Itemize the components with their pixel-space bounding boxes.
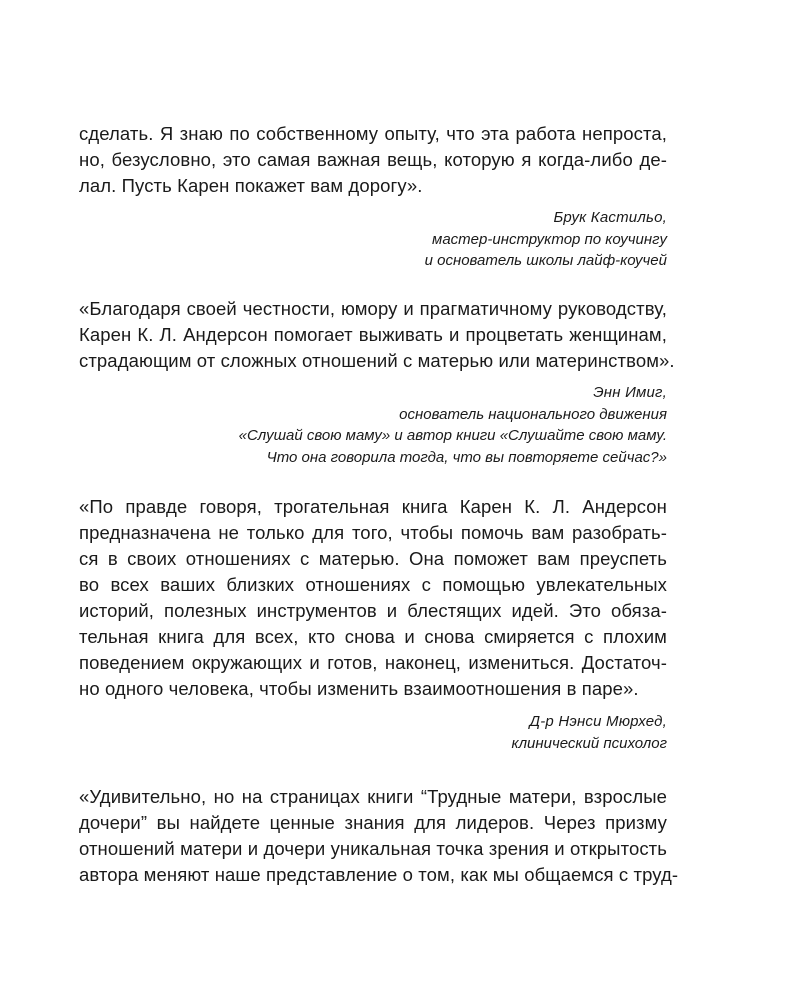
attribution-name: Брук Кастильо,	[553, 209, 667, 226]
attribution-line: основатель национального движения	[399, 405, 667, 423]
endorsement-quote-4	[79, 784, 679, 888]
quote-line: «Удивительно, но на страницах книги “Трудные матери, взрослые	[79, 786, 667, 807]
endorsement-attribution-3	[79, 711, 667, 754]
endorsement-attribution-2	[79, 382, 667, 468]
attribution-name: Д-р Нэнси Мюрхед,	[529, 713, 667, 730]
quote-line: сделать. Я знаю по собственному опыту, что эта работа непроста,	[79, 123, 667, 144]
attribution-name: Энн Имиг,	[593, 384, 667, 401]
attribution-line: клинический психолог	[511, 734, 667, 752]
quote-line: предназначена не только для того, чтобы помочь вам разобрать-	[79, 522, 667, 543]
quote-line: отношений матери и дочери уникальная точка зрения и открытость	[79, 838, 667, 859]
quote-line: во всех ваших близких отношениях с помощью увлекательных	[79, 574, 667, 595]
quote-line: «Благодаря своей честности, юмору и прагматичному руководству,	[79, 298, 667, 319]
quote-line: поведением окружающих и готов, наконец, измениться. Достаточ-	[79, 652, 667, 673]
quote-line: дочери” вы найдете ценные знания для лидеров. Через призму	[79, 812, 667, 833]
endorsement-attribution-1	[79, 207, 667, 272]
attribution-line: и основатель школы лайф-коучей	[424, 252, 667, 269]
quote-line: лал. Пусть Карен покажет вам дорогу».	[79, 175, 423, 196]
endorsement-quote-2	[79, 296, 675, 374]
quote-line: но одного человека, чтобы изменить взаимоотношения в паре».	[79, 678, 639, 699]
attribution-line: Что она говорила тогда, что вы повторяете сейчас?»	[266, 448, 667, 466]
quote-line: но, безусловно, это самая важная вещь, которую я когда-либо де-	[79, 149, 667, 170]
attribution-line: мастер-инструктор по коучингу	[432, 230, 667, 248]
quote-line: ся в своих отношениях с матерью. Она поможет вам преуспеть	[79, 548, 667, 569]
quote-line: историй, полезных инструментов и блестящих идей. Это обяза-	[79, 600, 667, 621]
quote-line: автора меняют наше представление о том, как мы общаемся с труд-	[79, 864, 679, 885]
endorsement-quote-3	[79, 494, 667, 702]
quote-line: страдающим от сложных отношений с матерью или материнством».	[79, 350, 675, 371]
attribution-line: «Слушай свою маму» и автор книги «Слушайте свою маму.	[238, 427, 667, 444]
endorsement-quote-1	[79, 121, 667, 199]
quote-line: «По правде говоря, трогательная книга Карен К. Л. Андерсон	[79, 496, 667, 517]
quote-line: Карен К. Л. Андерсон помогает выживать и процветать женщинам,	[79, 324, 667, 345]
quote-line: тельная книга для всех, кто снова и снова смиряется с плохим	[79, 626, 667, 647]
